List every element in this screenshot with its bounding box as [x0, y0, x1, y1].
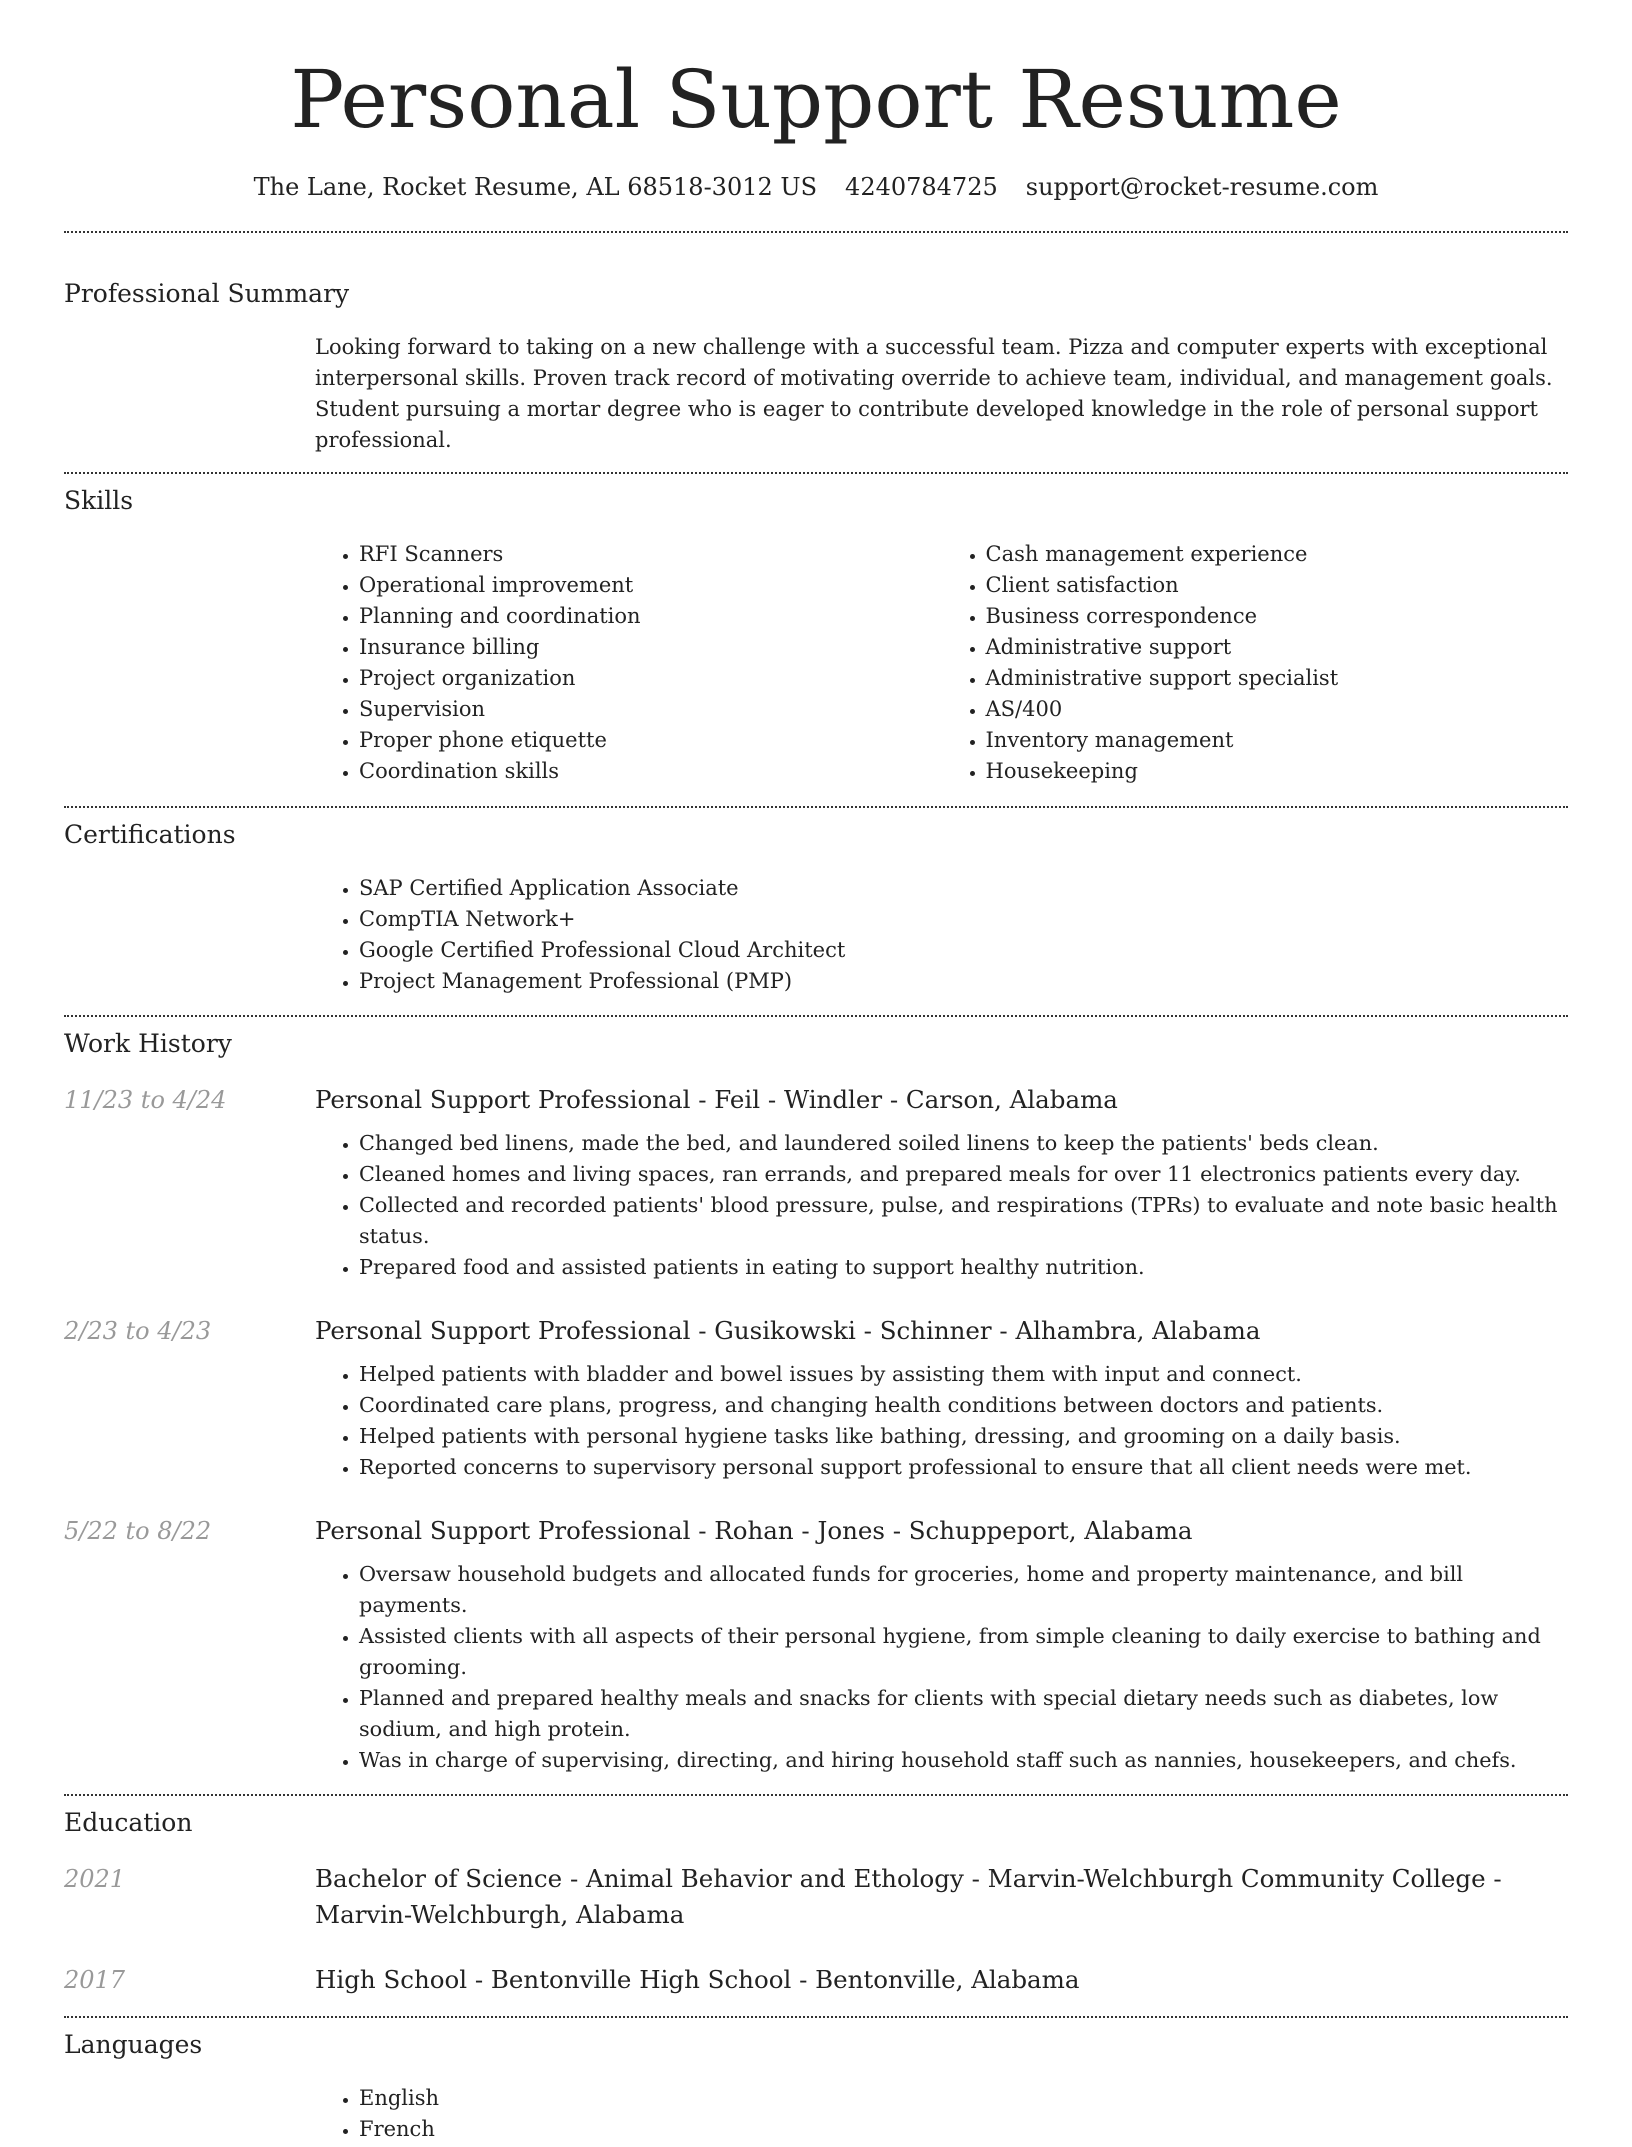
- skills-section: [64, 484, 1568, 787]
- work-entries: [64, 1082, 1568, 1776]
- contact-phone: 4240784725: [845, 173, 998, 201]
- section-divider: [64, 1015, 1568, 1017]
- resume-title: Personal Support Resume: [290, 53, 1342, 146]
- job-headline: [315, 1513, 1568, 1549]
- job-headline: [315, 1313, 1568, 1349]
- skill-item: • Cash management experience: [986, 539, 1569, 570]
- job-dates: 2/23 to 4/23: [64, 1317, 212, 1345]
- job-header: [64, 1513, 1568, 1549]
- job-bullets: [315, 1559, 1568, 1776]
- job-entry: [64, 1082, 1568, 1283]
- certification-item: • Project Management Professional (PMP): [359, 966, 1568, 997]
- skill-item: • Coordination skills: [359, 756, 942, 787]
- languages-heading: Languages: [64, 2030, 203, 2059]
- job-bullet: • Planned and prepared healthy meals and snacks for clients with special dietary needs such as diabetes, low sodium, and high protein.: [359, 1683, 1568, 1745]
- job-entry: [64, 1313, 1568, 1483]
- skill-item: • Operational improvement: [359, 570, 942, 601]
- skills-heading: Skills: [64, 486, 134, 515]
- resume-header: [64, 52, 1568, 204]
- job-bullet: • Cleaned homes and living spaces, ran errands, and prepared meals for over 11 electronics patients every day.: [359, 1159, 1568, 1190]
- section-divider: [64, 472, 1568, 474]
- education-year: 2017: [64, 1966, 126, 1994]
- certifications-list: [315, 873, 1568, 997]
- skill-item: • Proper phone etiquette: [359, 725, 942, 756]
- certification-item: • Google Certified Professional Cloud Architect: [359, 935, 1568, 966]
- job-employer: - Gusikowski - Schinner - Alhambra, Alabama: [690, 1316, 1261, 1345]
- education-degree: High School: [315, 1965, 468, 1994]
- skill-item: • Insurance billing: [359, 632, 942, 663]
- job-bullet: • Prepared food and assisted patients in eating to support healthy nutrition.: [359, 1252, 1568, 1283]
- summary-heading: Professional Summary: [64, 279, 350, 308]
- skills-grid: [315, 539, 1568, 787]
- certification-item: • CompTIA Network+: [359, 904, 1568, 935]
- education-heading: Education: [64, 1808, 193, 1837]
- work-section: [64, 1027, 1568, 1776]
- skills-list-right: [942, 539, 1569, 787]
- section-divider: [64, 2016, 1568, 2018]
- job-header: [64, 1082, 1568, 1118]
- skill-item: • Business correspondence: [986, 601, 1569, 632]
- skill-item: • Administrative support: [986, 632, 1569, 663]
- job-employer: - Feil - Windler - Carson, Alabama: [690, 1085, 1118, 1114]
- job-bullet: • Was in charge of supervising, directing, and hiring household staff such as nannies, housekeepers, and chefs.: [359, 1745, 1568, 1776]
- job-title: Personal Support Professional: [315, 1516, 691, 1545]
- skill-item: • Administrative support specialist: [986, 663, 1569, 694]
- summary-section: [64, 277, 1568, 456]
- contact-email[interactable]: support@rocket-resume.com: [1025, 173, 1379, 201]
- section-divider: [64, 1794, 1568, 1796]
- job-bullet: • Assisted clients with all aspects of their personal hygiene, from simple cleaning to daily exercise to bathing and grooming.: [359, 1621, 1568, 1683]
- certifications-heading: Certifications: [64, 820, 236, 849]
- job-bullet: • Coordinated care plans, progress, and changing health conditions between doctors and patients.: [359, 1390, 1568, 1421]
- education-details: - Animal Behavior and Ethology - Marvin-Welchburgh Community College - Marvin-Welchburgh, Alabama: [315, 1864, 1502, 1929]
- job-bullets: [315, 1359, 1568, 1483]
- job-dates: 5/22 to 8/22: [64, 1517, 212, 1545]
- job-bullet: • Collected and recorded patients' blood pressure, pulse, and respirations (TPRs) to evaluate and note basic health status.: [359, 1190, 1568, 1252]
- work-heading: Work History: [64, 1029, 232, 1058]
- job-bullets: [315, 1128, 1568, 1283]
- job-bullet: • Changed bed linens, made the bed, and laundered soiled linens to keep the patients' beds clean.: [359, 1128, 1568, 1159]
- contact-line: [64, 170, 1568, 204]
- skill-item: • RFI Scanners: [359, 539, 942, 570]
- certifications-section: [64, 818, 1568, 997]
- skill-item: • Client satisfaction: [986, 570, 1569, 601]
- job-title: Personal Support Professional: [315, 1316, 691, 1345]
- education-headline: [315, 1861, 1568, 1933]
- languages-body: [315, 2083, 1568, 2145]
- summary-text: Looking forward to taking on a new challenge with a successful team. Pizza and computer experts with exceptional interpersonal skills. Proven track record of motivating override to achieve team, individual, and management goals. Student pursuing a mortar degree who is eager to contribute developed knowledge in the role of personal support professional.: [315, 335, 1553, 452]
- contact-address: The Lane, Rocket Resume, AL 68518-3012 US: [253, 173, 818, 201]
- education-details: - Bentonville High School - Bentonville, Alabama: [467, 1965, 1080, 1994]
- language-item: • English: [359, 2083, 1568, 2114]
- skill-item: • Supervision: [359, 694, 942, 725]
- skill-item: • Inventory management: [986, 725, 1569, 756]
- certification-item: • SAP Certified Application Associate: [359, 873, 1568, 904]
- education-degree: Bachelor of Science: [315, 1864, 563, 1893]
- job-bullet: • Helped patients with personal hygiene tasks like bathing, dressing, and grooming on a daily basis.: [359, 1421, 1568, 1452]
- skills-list-left: [315, 539, 942, 787]
- job-bullet: • Helped patients with bladder and bowel issues by assisting them with input and connect.: [359, 1359, 1568, 1390]
- job-header: [64, 1313, 1568, 1349]
- education-year: 2021: [64, 1865, 126, 1893]
- job-bullet: • Reported concerns to supervisory personal support professional to ensure that all client needs were met.: [359, 1452, 1568, 1483]
- skill-item: • Project organization: [359, 663, 942, 694]
- languages-list: [315, 2083, 1568, 2145]
- section-divider: [64, 806, 1568, 808]
- skill-item: • Planning and coordination: [359, 601, 942, 632]
- job-employer: - Rohan - Jones - Schuppeport, Alabama: [690, 1516, 1193, 1545]
- skill-item: • AS/400: [986, 694, 1569, 725]
- education-entries: [64, 1861, 1568, 1998]
- education-headline: [315, 1962, 1568, 1998]
- section-divider: [64, 231, 1568, 233]
- education-entry: [64, 1962, 1568, 1998]
- job-bullet: • Oversaw household budgets and allocated funds for groceries, home and property maintenance, and bill payments.: [359, 1559, 1568, 1621]
- certifications-body: [315, 873, 1568, 997]
- job-headline: [315, 1082, 1568, 1118]
- education-section: [64, 1806, 1568, 1998]
- education-entry: [64, 1861, 1568, 1933]
- job-title: Personal Support Professional: [315, 1085, 691, 1114]
- skill-item: • Housekeeping: [986, 756, 1569, 787]
- job-dates: 11/23 to 4/24: [64, 1086, 227, 1114]
- resume-page: [64, 0, 1568, 2145]
- job-entry: [64, 1513, 1568, 1776]
- languages-section: [64, 2028, 1568, 2145]
- language-item: • French: [359, 2114, 1568, 2145]
